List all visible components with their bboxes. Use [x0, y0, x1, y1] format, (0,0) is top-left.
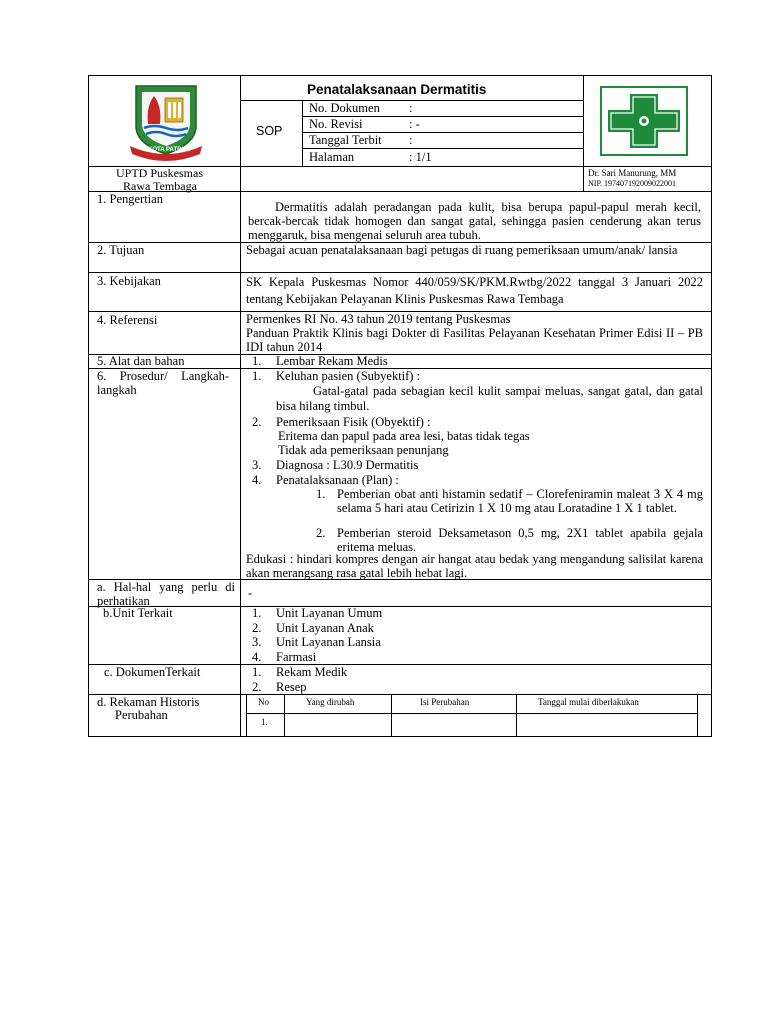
field-label-no-dokumen: No. Dokumen — [309, 101, 380, 115]
field-label-no-revisi: No. Revisi — [309, 117, 363, 131]
history-row-no: 1. — [261, 717, 268, 727]
puskesmas-logo — [600, 86, 688, 156]
field-value-halaman: : 1/1 — [409, 150, 432, 164]
row-label-unit: b.Unit Terkait — [103, 606, 173, 620]
unit-num: 3. — [252, 635, 262, 649]
step1-title: Keluhan pasien (Subyektif) : — [276, 369, 421, 383]
field-value-tanggal-terbit: : — [409, 133, 413, 147]
history-col-divider — [516, 694, 517, 737]
history-col-no: No — [258, 697, 269, 707]
step1-text: Gatal-gatal pada sebagian kecil kulit sampai meluas, sangat gatal, dan gatal bisa hilang timbul. — [276, 384, 703, 413]
field-label-tanggal-terbit: Tanggal Terbit — [309, 133, 382, 147]
history-col-changed: Yang dirubah — [306, 697, 355, 707]
unit-num: 2. — [252, 621, 262, 635]
dokumen-num: 1. — [252, 665, 262, 679]
org-name-line1: UPTD Puskesmas — [116, 166, 204, 180]
logo-center-dot — [642, 119, 647, 124]
unit-num: 4. — [252, 650, 262, 664]
history-col-content: Isi Perubahan — [420, 697, 470, 707]
plan2-text: Pemberian steroid Deksametason 0,5 mg, 2X1 tablet apabila gejala eritema meluas. — [337, 526, 703, 554]
org-name-line2: Rawa Tembaga — [123, 179, 197, 193]
row-line — [88, 272, 712, 273]
row-label-kebijakan: 3. Kebijakan — [97, 274, 161, 288]
row-label-dokumen: c. DokumenTerkait — [104, 665, 201, 679]
header-divider-left — [240, 75, 241, 191]
dokumen-item: Rekam Medik — [276, 665, 348, 679]
step4-num: 4. — [252, 473, 262, 487]
history-col-divider — [284, 694, 285, 737]
unit-item: Unit Layanan Anak — [276, 621, 374, 635]
sop-label: SOP — [256, 124, 283, 138]
hal-text: - — [248, 586, 253, 600]
unit-item: Farmasi — [276, 650, 317, 664]
step2-line2: Tidak ada pemeriksaan penunjang — [278, 443, 449, 457]
field-value-no-revisi: : - — [409, 117, 420, 131]
field-value-no-dokumen: : — [409, 101, 413, 115]
logo-ribbon-text: KOTA PATRIOT — [148, 147, 192, 153]
step3-text: Diagnosa : L30.9 Dermatitis — [276, 458, 419, 472]
header-divider-right — [583, 75, 584, 191]
step4-title: Penatalaksanaan (Plan) : — [276, 473, 399, 487]
sop-field-divider — [302, 100, 303, 166]
row-label-alat: 5. Alat dan bahan — [97, 354, 185, 368]
signer-name: Dr. Sari Manurung, MM — [588, 168, 677, 178]
step3-num: 3. — [252, 458, 262, 472]
history-col-date: Tanggal mulai diberlakukan — [538, 697, 639, 707]
step1-num: 1. — [252, 369, 262, 383]
row-label-rekaman-line1: d. Rekaman Historis — [97, 695, 200, 709]
edukasi-text: Edukasi : hindari kompres dengan air hangat atau bedak yang mengandung salisilat karena akan merangsang rasa gatal lebih hebat lagi. — [246, 552, 703, 580]
unit-item: Unit Layanan Umum — [276, 606, 383, 620]
referensi-line1: Permenkes RI No. 43 tahun 2019 tentang Puskesmas — [246, 312, 511, 326]
step2-num: 2. — [252, 415, 262, 429]
plan2-num: 2. — [316, 526, 326, 540]
row-label-prosedur: 6. Prosedur/ Langkah-langkah — [97, 369, 229, 397]
field-label-halaman: Halaman — [309, 150, 355, 164]
tujuan-text: Sebagai acuan penatalaksanaan bagi petugas di ruang pemeriksaan umum/anak/ lansia — [246, 243, 678, 257]
alat-num: 1. — [252, 354, 262, 368]
document-title: Penatalaksanaan Dermatitis — [307, 82, 487, 97]
row-label-rekaman-line2: Perubahan — [115, 708, 168, 722]
signer-nip: NIP. 197407192009022001 — [588, 179, 677, 188]
dokumen-item: Resep — [276, 680, 307, 694]
logo-column — [173, 102, 176, 118]
alat-text: Lembar Rekam Medis — [276, 354, 388, 368]
history-table-header-line — [246, 713, 698, 714]
field-line — [302, 148, 583, 149]
dokumen-num: 2. — [252, 680, 262, 694]
step2-title: Pemeriksaan Fisik (Obyektif) : — [276, 415, 431, 429]
plan1-text: Pemberian obat anti histamin sedatif – Clorefeniramin maleat 3 X 4 mg selama 5 hari atau Cetirizin 1 X 10 mg atau Loratadine 1 X 1 tablet. — [337, 487, 703, 515]
row-label-pengertian: 1. Pengertian — [97, 192, 163, 206]
kebijakan-text: SK Kepala Puskesmas Nomor 440/059/SK/PKM.Rwtbg/2022 tanggal 3 Januari 2022 tentang Kebijakan Pelayanan Klinis Puskesmas Rawa Tembaga — [246, 275, 703, 306]
row-label-referensi: 4. Referensi — [97, 313, 158, 327]
history-col-divider — [391, 694, 392, 737]
logo-column — [168, 102, 171, 118]
plan1-num: 1. — [316, 487, 326, 501]
unit-item: Unit Layanan Lansia — [276, 635, 381, 649]
logo-column — [178, 102, 181, 118]
row-label-hal: a. Hal-hal yang perlu di perhatikan — [97, 580, 235, 608]
referensi-line2: Panduan Praktik Klinis bagi Dokter di Fasilitas Pelayanan Kesehatan Primer Edisi II – PB IDI tahun 2014 — [246, 326, 703, 354]
row-label-tujuan: 2. Tujuan — [97, 243, 145, 257]
step2-line1: Eritema dan papul pada area lesi, batas tidak tegas — [278, 429, 530, 443]
pengertian-text: Dermatitis adalah peradangan pada kulit, bisa berupa papul-papul merah kecil, bercak-bercak tidak homogen dan sangat gatal, sehingga pasien cenderung akan terus menggaruk, bisa mengenai seluruh area tubuh. — [248, 200, 701, 242]
unit-num: 1. — [252, 606, 262, 620]
